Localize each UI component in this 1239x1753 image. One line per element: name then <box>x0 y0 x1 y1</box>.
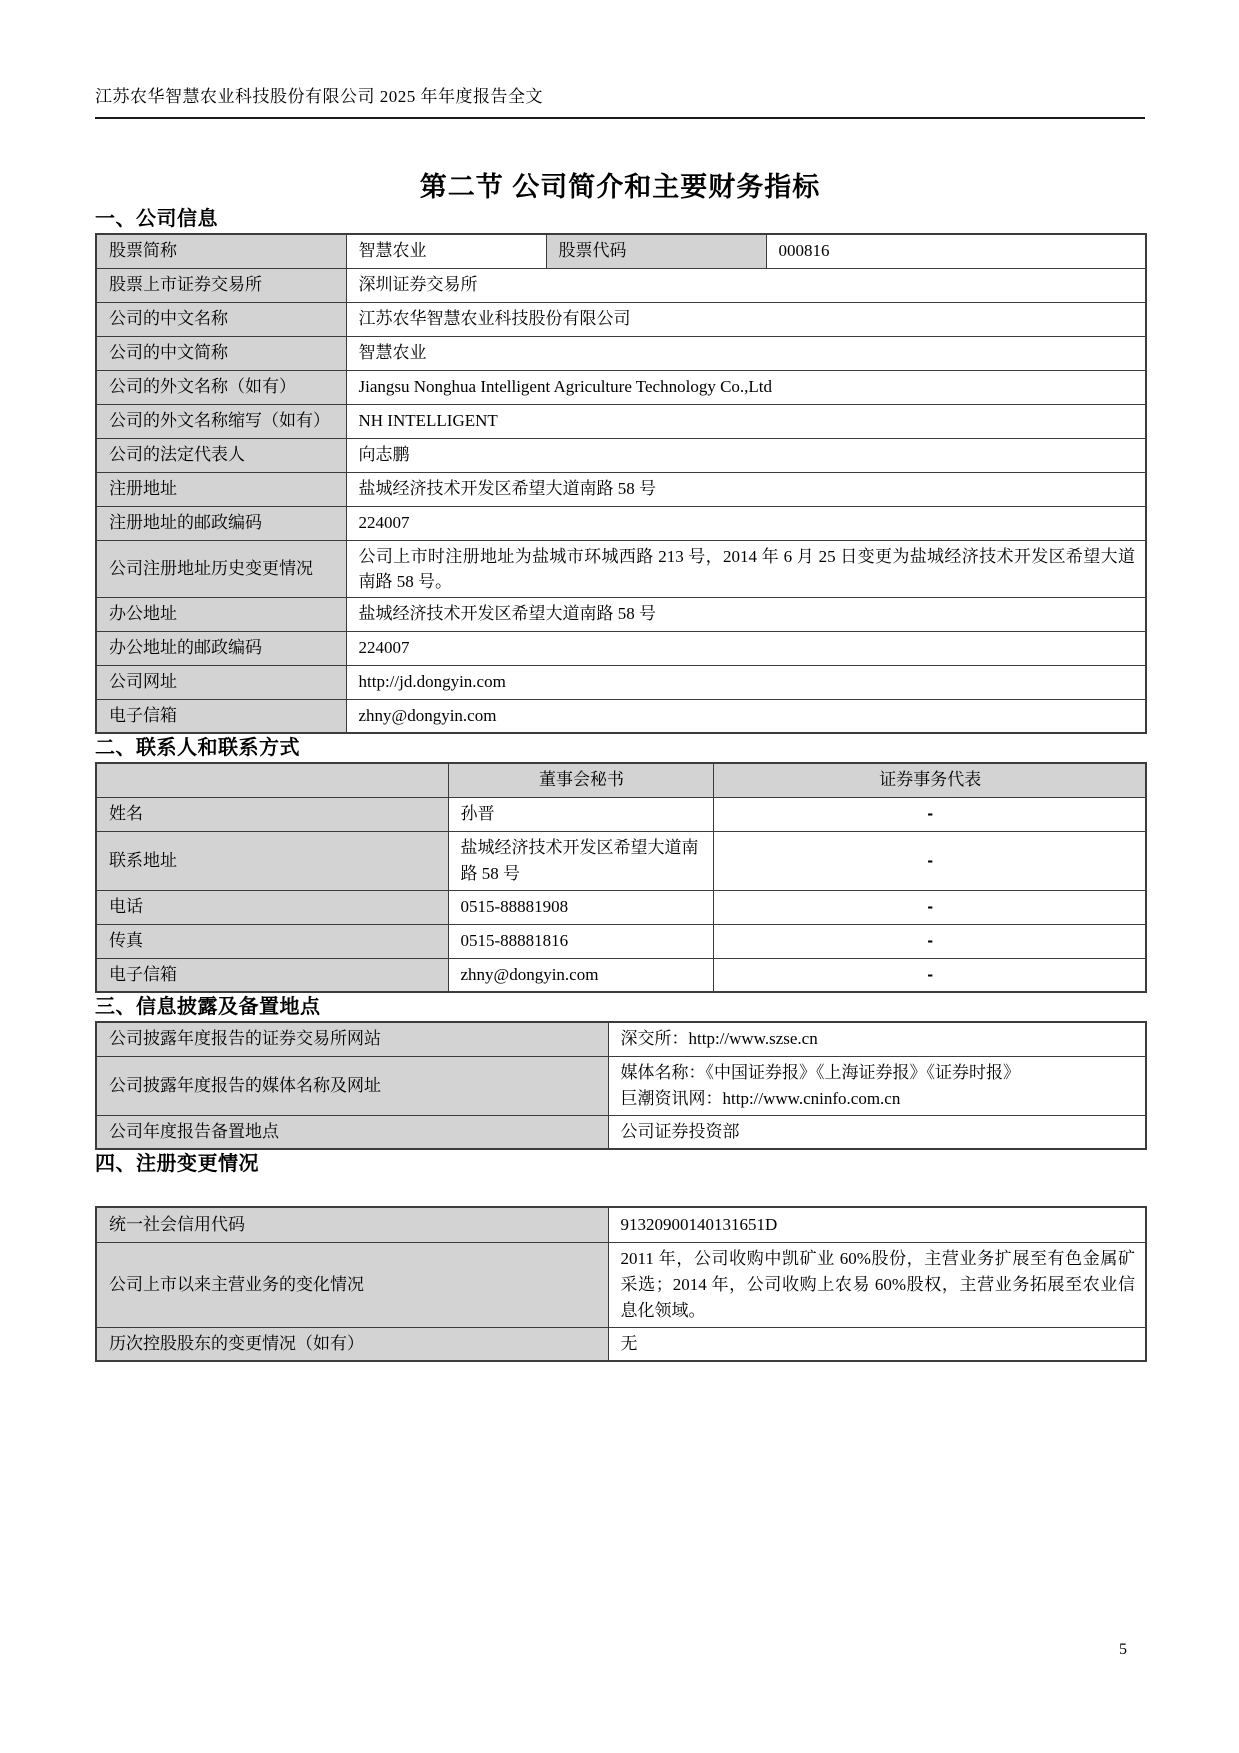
table-row <box>96 302 1146 336</box>
row-label: 公司的外文名称缩写（如有） <box>96 404 346 438</box>
table-row <box>96 438 1146 472</box>
table-row <box>96 958 1146 992</box>
row-label: 姓名 <box>96 797 448 831</box>
section-title: 第二节 公司简介和主要财务指标 <box>419 172 821 202</box>
secretary-value: zhny@dongyin.com <box>448 958 713 992</box>
column-header: 董事会秘书 <box>448 763 713 797</box>
table-row <box>96 797 1146 831</box>
header-empty-cell <box>96 763 448 797</box>
representative-value: - <box>713 797 1146 831</box>
media-line-1: 媒体名称：《中国证券报》《上海证券报》《证券时报》 <box>620 1062 1020 1082</box>
table-row <box>96 1207 1146 1242</box>
table-row <box>96 540 1146 597</box>
representative-value: - <box>713 831 1146 890</box>
table-row <box>96 924 1146 958</box>
column-header: 证券事务代表 <box>713 763 1146 797</box>
table-row <box>96 472 1146 506</box>
header-title: 江苏农华智慧农业科技股份有限公司 2025 年年度报告全文 <box>95 87 543 106</box>
table-row <box>96 336 1146 370</box>
representative-value: - <box>713 924 1146 958</box>
row-value: 深交所：http://www.szse.cn <box>608 1022 1146 1056</box>
row-value: zhny@dongyin.com <box>346 699 1146 733</box>
row-value: 224007 <box>346 631 1146 665</box>
table-row <box>96 631 1146 665</box>
table-row <box>96 234 1146 268</box>
secretary-value: 0515-88881908 <box>448 890 713 924</box>
registration-heading: 四、注册变更情况 <box>95 1153 259 1175</box>
row-label: 公司的中文名称 <box>96 302 346 336</box>
row-value: http://jd.dongyin.com <box>346 665 1146 699</box>
row-label: 公司注册地址历史变更情况 <box>96 540 346 597</box>
table-row <box>96 268 1146 302</box>
row-value: 智慧农业 <box>346 234 546 268</box>
row-label: 统一社会信用代码 <box>96 1207 608 1242</box>
disclosure-table <box>95 1021 1147 1150</box>
table-header-row <box>96 763 1146 797</box>
row-label: 注册地址的邮政编码 <box>96 506 346 540</box>
table-row <box>96 831 1146 890</box>
row-label: 公司网址 <box>96 665 346 699</box>
row-label: 公司披露年度报告的媒体名称及网址 <box>96 1056 608 1115</box>
row-value: 91320900140131651D <box>608 1207 1146 1242</box>
page-content <box>95 0 1145 1362</box>
row-value: 000816 <box>766 234 1146 268</box>
contacts-table <box>95 762 1147 993</box>
table-row <box>96 1115 1146 1149</box>
table-row <box>96 370 1146 404</box>
contacts-heading: 二、联系人和联系方式 <box>95 737 300 759</box>
table-row <box>96 597 1146 631</box>
row-value <box>608 1056 1146 1115</box>
row-label: 联系地址 <box>96 831 448 890</box>
row-label: 股票代码 <box>546 234 766 268</box>
row-value: 2011 年，公司收购中凯矿业 60%股份，主营业务扩展至有色金属矿采选；2014 年，公司收购上农易 60%股权，主营业务拓展至农业信息化领域。 <box>608 1242 1146 1327</box>
row-label: 公司披露年度报告的证券交易所网站 <box>96 1022 608 1056</box>
row-label: 股票上市证券交易所 <box>96 268 346 302</box>
secretary-value: 盐城经济技术开发区希望大道南路 58 号 <box>448 831 713 890</box>
row-value: Jiangsu Nonghua Intelligent Agriculture Technology Co.,Ltd <box>346 370 1146 404</box>
table-row <box>96 1022 1146 1056</box>
secretary-value: 孙晋 <box>448 797 713 831</box>
row-value: 224007 <box>346 506 1146 540</box>
row-label: 历次控股股东的变更情况（如有） <box>96 1327 608 1361</box>
row-value: 向志鹏 <box>346 438 1146 472</box>
row-label: 股票简称 <box>96 234 346 268</box>
row-value: 公司证券投资部 <box>608 1115 1146 1149</box>
row-label: 传真 <box>96 924 448 958</box>
company-info-heading: 一、公司信息 <box>95 208 218 230</box>
table-row <box>96 890 1146 924</box>
row-label: 办公地址的邮政编码 <box>96 631 346 665</box>
page-header <box>95 0 1145 119</box>
table-row <box>96 1327 1146 1361</box>
row-label: 公司的法定代表人 <box>96 438 346 472</box>
row-label: 公司的外文名称（如有） <box>96 370 346 404</box>
row-value: 深圳证券交易所 <box>346 268 1146 302</box>
row-label: 公司上市以来主营业务的变化情况 <box>96 1242 608 1327</box>
registration-table <box>95 1206 1147 1362</box>
row-value: 江苏农华智慧农业科技股份有限公司 <box>346 302 1146 336</box>
row-label: 电话 <box>96 890 448 924</box>
row-label: 办公地址 <box>96 597 346 631</box>
row-value: 公司上市时注册地址为盐城市环城西路 213 号，2014 年 6 月 25 日变更为盐城经济技术开发区希望大道南路 58 号。 <box>346 540 1146 597</box>
table-row <box>96 404 1146 438</box>
row-value: 盐城经济技术开发区希望大道南路 58 号 <box>346 472 1146 506</box>
row-value: 无 <box>608 1327 1146 1361</box>
row-label: 电子信箱 <box>96 699 346 733</box>
row-value: 盐城经济技术开发区希望大道南路 58 号 <box>346 597 1146 631</box>
row-label: 电子信箱 <box>96 958 448 992</box>
table-row <box>96 699 1146 733</box>
representative-value: - <box>713 958 1146 992</box>
row-label: 公司年度报告备置地点 <box>96 1115 608 1149</box>
table-row <box>96 1242 1146 1327</box>
table-row <box>96 665 1146 699</box>
table-row <box>96 1056 1146 1115</box>
row-value: NH INTELLIGENT <box>346 404 1146 438</box>
secretary-value: 0515-88881816 <box>448 924 713 958</box>
row-label: 公司的中文简称 <box>96 336 346 370</box>
page-number: 5 <box>1119 1641 1127 1658</box>
table-row <box>96 506 1146 540</box>
media-line-2: 巨潮资讯网：http://www.cninfo.com.cn <box>620 1088 901 1108</box>
disclosure-heading: 三、信息披露及备置地点 <box>95 996 321 1018</box>
company-info-table <box>95 233 1147 734</box>
representative-value: - <box>713 890 1146 924</box>
row-label: 注册地址 <box>96 472 346 506</box>
row-value: 智慧农业 <box>346 336 1146 370</box>
